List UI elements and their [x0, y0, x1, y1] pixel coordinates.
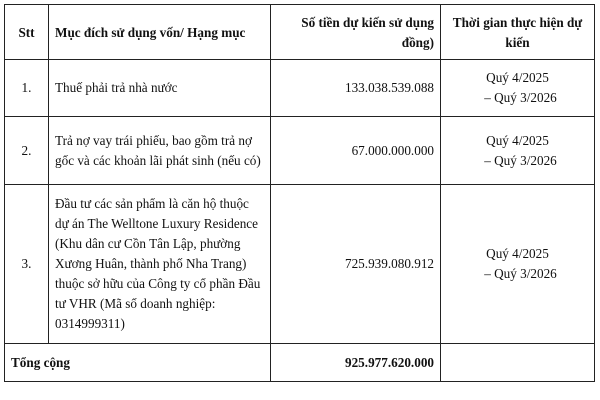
total-row: [5, 344, 595, 382]
header-stt: Stt: [5, 5, 49, 60]
row-amount: 725.939.080.912: [271, 185, 441, 344]
row-time-from: Quý 4/2025: [486, 132, 549, 148]
row-time: [441, 185, 595, 344]
row-time-to: – Quý 3/2026: [484, 266, 557, 281]
row-time-to: – Quý 3/2026: [484, 152, 557, 168]
header-amount: Số tiền dự kiến sử dụng đồng): [271, 5, 441, 60]
row-time: [441, 117, 595, 185]
row-amount: 133.038.539.088: [271, 60, 441, 117]
capital-use-table: [4, 4, 595, 382]
row-stt: 3.: [5, 185, 49, 344]
row-time-from: Quý 4/2025: [486, 70, 549, 85]
table-row: [5, 185, 595, 344]
total-amount: 925.977.620.000: [271, 344, 441, 382]
row-time-to: – Quý 3/2026: [484, 90, 557, 105]
row-stt: 1.: [5, 60, 49, 117]
total-label: Tổng cộng: [5, 344, 271, 382]
total-time-empty: [441, 344, 595, 382]
row-stt: 2.: [5, 117, 49, 185]
row-purpose: Trả nợ vay trái phiếu, bao gồm trả nợ gốc và các khoản lãi phát sinh (nếu có): [49, 117, 271, 185]
table-header-row: [5, 5, 595, 60]
row-amount: 67.000.000.000: [271, 117, 441, 185]
capital-use-table-container: [4, 4, 594, 394]
table-row: [5, 117, 595, 185]
table-row: [5, 60, 595, 117]
row-purpose: Đầu tư các sản phẩm là căn hộ thuộc dự án The Welltone Luxury Residence (Khu dân cư Cồn Tân Lập, phường Xương Huân, thành phố Nha Trang) thuộc sở hữu của Công ty cổ phần Đầu tư VHR (Mã số doanh nghiệp: 0314999311): [49, 185, 271, 344]
header-purpose: Mục đích sử dụng vốn/ Hạng mục: [49, 5, 271, 60]
header-time: Thời gian thực hiện dự kiến: [441, 5, 595, 60]
row-time: [441, 60, 595, 117]
row-purpose: Thuế phải trả nhà nước: [49, 60, 271, 117]
row-time-from: Quý 4/2025: [486, 246, 549, 261]
